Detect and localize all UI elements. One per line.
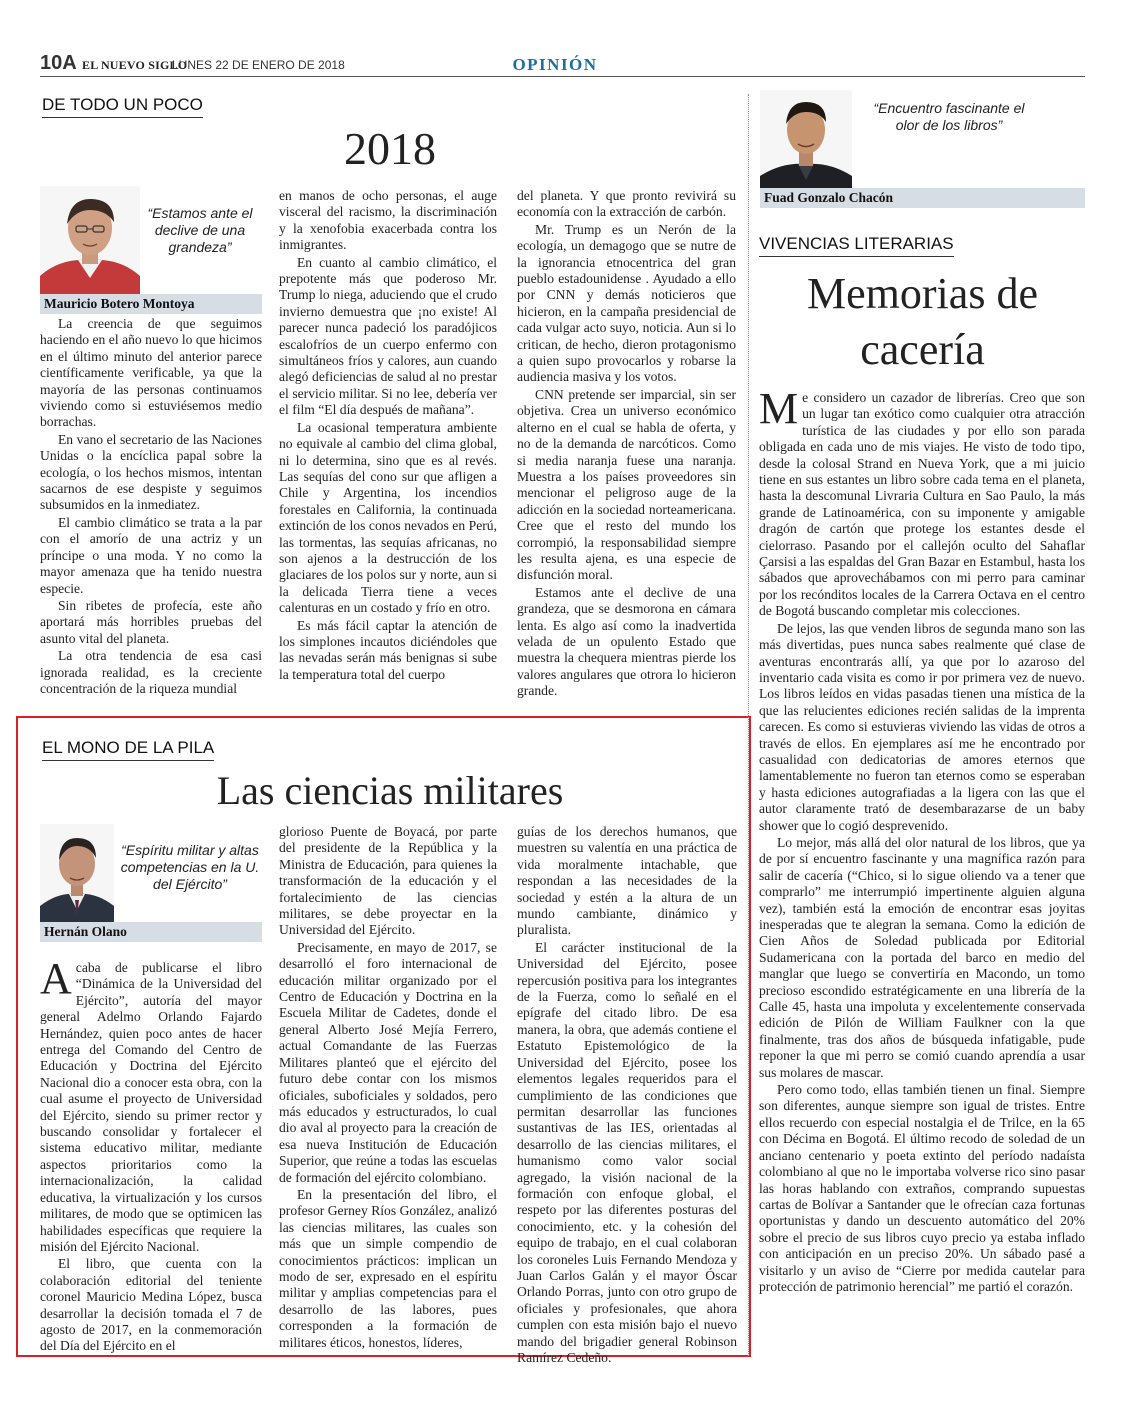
paragraph: en manos de ocho personas, el auge visceral del racismo, la discriminación y la xenofobia exacerbada contra los inmigrantes. bbox=[279, 188, 497, 253]
article2-column-2 bbox=[279, 824, 497, 1352]
paragraph: En vano el secretario de las Naciones Unidas o la encíclica papal sobre la ecología, o los hechos mismos, intentan sacarnos de ese despiste y seguimos subsumidos en la inmediatez. bbox=[40, 431, 262, 513]
headline-line: cacería bbox=[860, 325, 985, 374]
paragraph: Mr. Trump es un Nerón de la ecología, un demagogo que se nutre de la ignorancia etnocentrica del gran pueblo estadounidense . Ayudado a ello por CNN y demás noticieros que hicieron, en la campaña presidencial de cada vulgar acto suyo, noticia. Aun si lo critican, de hecho, dieron protagonismo a quien supo provocarlos y robarse la audiencia masiva y los votos. bbox=[517, 221, 736, 385]
article1-author: Mauricio Botero Montoya bbox=[40, 294, 262, 314]
page-number: 10A bbox=[40, 52, 77, 74]
column-divider bbox=[748, 94, 749, 1356]
issue-date: LUNES 22 DE ENERO DE 2018 bbox=[172, 58, 345, 72]
newspaper-name: EL NUEVO SIGLO bbox=[82, 58, 188, 72]
paragraph-text: caba de publicarse el libro “Dinámica de la Universidad del Ejército”, autoría del mayor general Adelmo Orlando Fajardo Hernández, quien poco antes de hacer entrega del Comando del Centro de Educación y Doctrina del Ejército Nacional dio a conocer esta obra, con la cual asume el proyecto de Universidad del Ejército, siendo su primer rector y buscando consolidar y fortalecer el sistema educativo militar, mediante aspectos prioritarios como la internacionalización, la calidad educativa, la virtualización y los cursos militares, de modo que se optimicen las habilidades específicas que requiere la misión del Ejército Nacional. bbox=[40, 960, 262, 1254]
article1-column-2 bbox=[279, 188, 497, 700]
article2-column-3 bbox=[517, 824, 737, 1365]
paragraph-text: e considero un cazador de librerías. Creo que son un lugar tan exótico como cualquier otra atracción turística de las ciudades y por ello son parada obligada en cada uno de mis viajes. He visto de todo tipo, desde la colosal Strand en Nueva York, que a mi juicio tiene en sus estantes un libro sobre cada tema en el planeta, hasta la descomunal Livraria Cultura en Sao Paulo, la más grande de Latinoamérica, con su imponente y amigable dragón de cartón que protege los estantes desde el cielorraso. Pasando por el callejón oculto del Sahaflar Çarsisi a las espaldas del Gran Bazar en Estambul, hasta los sábados que aprovechábamos con mi perro para caminar por los recónditos locales de la Carrera Octava en el centro de Bogotá buscando completar mis colecciones. bbox=[759, 390, 1085, 619]
header-rule bbox=[40, 76, 1085, 77]
article2-pull-quote: “Espíritu militar y altas competencias en la U. del Ejército” bbox=[120, 842, 260, 892]
paragraph: La otra tendencia de esa casi ignorada realidad, es la creciente concentración de la riqueza mundial bbox=[40, 648, 262, 696]
dropcap: A bbox=[40, 954, 72, 1003]
paragraph: Lo mejor, más allá del olor natural de los libros, que ya de por sí encuentro fascinante y una magnífica razón para salir de cacería (“Chico, si lo sigue oliendo va a tener que comprarlo” me interrumpió impertinente alguien alguna vez), también está la emoción de encontrar esas joyitas inesperadas que te alegran la semana. Como la edición de Cien Años de Soledad publicada por Editorial Sudamericana con la portada del barco en medio del manglar que luego se convertiría en Macondo, un tomo precioso escondido estratégicamente en una librería de la Calle 45, hasta una impoluta y excelentemente conservada edición de Pilón de William Faulkner con la que finalmente, tras dos años de búsqueda infatigable, pude reponer la que mi perro se comió cuando aprendía a usar sus molares de mascar. bbox=[759, 834, 1085, 1080]
article2-headline: Las ciencias militares bbox=[216, 768, 564, 813]
paragraph bbox=[759, 384, 1085, 620]
headline-line: Memorias de bbox=[807, 269, 1038, 318]
author-photo-fuad bbox=[760, 90, 852, 190]
paragraph: De lejos, las que venden libros de segunda mano son las más divertidas, pues nunca sabes realmente qué clase de aventuras encontrarás allí, ya que por lo azaroso del inventario cada visita es como ir por primera vez de nuevo. Los libros leídos en vidas pasadas tienen una mística de la que las relucientes ediciones recién salidas de la imprenta carecen. Es como si estuvieras viviendo las vidas de otros a través de ellos. En ejemplares así me he encontrado por casualidad con dedicatorias de amores eternos que lamentablemente no fueron tan eternos como se esperaban y hasta ediciones autografiadas a la ligera con las que el autor claramente trató de desembarazarse de un baby shower que lo cogió desprevenido. bbox=[759, 620, 1085, 833]
paragraph: En cuanto al cambio climático, el prepotente más que poderoso Mr. Trump lo niega, aduciendo que el crudo invierno demuestra que ¡no existe! Al parecer nunca padeció los paradójicos escalofríos de un cuerpo enfermo con simultáneos fríos y calores, aun cuando alegó deficiencias de salud al no prestar el servicio militar. Si no lee, debería ver el film “El día después de mañana”. bbox=[279, 254, 497, 418]
paragraph: El cambio climático se trata a la par con el amorío de una actriz y un príncipe o una moda. Y no como la mayor amenaza que ha tenido nuestra especie. bbox=[40, 514, 262, 596]
author-photo-mauricio bbox=[40, 186, 140, 294]
paragraph: guías de los derechos humanos, que muestren su valentía en una práctica de vida moralmente intachable, que respondan a las necesidades de la sociedad y estén a la altura de un mundo cambiante, dinámico y pluralista. bbox=[517, 824, 737, 938]
paragraph: glorioso Puente de Boyacá, por parte del presidente de la República y la Ministra de Educación, para quienes la transformación de la educación y el fortalecimiento de las ciencias militares, se debe proyectar en la Universidad del Ejército. bbox=[279, 824, 497, 938]
paragraph: CNN pretende ser imparcial, sin ser objetiva. Crea un universo económico alterno en el cual se habla de oferta, y no de la demanda de narcóticos. Como si media naranja fuese una naranja. Muestra a los países proveedores sin mencionar el peligroso auge de la adicción en la sociedad norteamericana. Cree que el resto del mundo los corrompió, la responsabilidad siempre les resulta ajena, es una especie de disfunción moral. bbox=[517, 386, 736, 583]
paragraph bbox=[40, 954, 262, 1255]
section-title: OPINIÓN bbox=[512, 55, 598, 74]
article2-kicker: EL MONO DE LA PILA bbox=[42, 738, 214, 761]
paragraph: Pero como todo, ellas también tienen un final. Siempre son diferentes, aunque siempre son igual de tristes. Entre ellos recuerdo con especial nostalgia el de Trilce, en la 65 con Décima en Bogotá. El último recodo de soledad de un anciano centenario y poeta extinto del período nadaísta colombiano al que no le importaba volverse rico sino pasar las horas hablando con extraños, comprando supuestas cartas de Bolívar a Santander que le ofrecían caza fortunas oportunistas y dando un descuento automático del 20% sobre el precio de sus libros cuyo precio ya estaba inflado con anticipación en un preciso 20%. Un sábado pasé a visitarlo y un aviso de “Cierre por medida cautelar para protección de patrimonio herencial” me partió el corazón. bbox=[759, 1082, 1085, 1294]
article3-headline bbox=[760, 266, 1085, 378]
article1-column-1 bbox=[40, 316, 262, 700]
paragraph: El carácter institucional de la Universidad del Ejército, posee repercusión positiva para los integrantes de la Fuerza, como lo señalé en el epígrafe del citado libro. De esa manera, la obra, que además contiene el Estatuto Epistemológico de la Universidad del Ejército, posee los elementos legales requeridos para el cumplimiento de las condiciones que permitan desarrollar las funciones sustantivas de las IES, orientadas al desarrollo de las ciencias militares, el humanismo como valor social agregado, la visión nacional de la formación con enfoque global, el respeto por las diferentes posturas del conocimiento, etc. y la cohesión del equipo de trabajo, en el cual colaboran los coroneles Luis Fernando Mendoza y Juan Carlos Galán y el mayor Óscar Orlando Porras, junto con otro grupo de oficiales y profesionales, que ahora cumplen con esta misión bajo el nuevo mando del brigadier general Robinson Ramírez Cedeño. bbox=[517, 939, 737, 1365]
article3-author: Fuad Gonzalo Chacón bbox=[760, 188, 1085, 208]
article3-pull-quote: “Encuentro fascinante el olor de los libros” bbox=[873, 100, 1025, 133]
author-photo-hernan bbox=[40, 824, 114, 922]
paragraph: Precisamente, en mayo de 2017, se desarrolló el foro internacional de educación militar organizado por el Centro de Educación y Doctrina en la Escuela Militar de Cadetes, donde el general Alberto José Mejía Ferrero, actual Comandante de las Fuerzas Militares planteó que el ejército del futuro debe contar con los mismos oficiales, suboficiales y soldados, pero más educados y estructurados, lo cual dio aval al proyecto para la creación de esa nueva Institución de Educación Superior, que reúne a todas las escuelas de formación del ejército colombiano. bbox=[279, 939, 497, 1185]
article1-pull-quote: “Estamos ante el declive de una grandeza” bbox=[147, 205, 253, 255]
dropcap: M bbox=[759, 384, 799, 433]
paragraph: Sin ribetes de profecía, este año aportará más horribles pruebas del asunto vital del planeta. bbox=[40, 597, 262, 646]
article3-column bbox=[759, 384, 1085, 1356]
article2-author: Hernán Olano bbox=[40, 922, 262, 942]
article1-kicker: DE TODO UN POCO bbox=[42, 95, 203, 118]
article3-kicker: VIVENCIAS LITERARIAS bbox=[759, 234, 954, 257]
article2-column-1 bbox=[40, 954, 262, 1354]
article1-column-3 bbox=[517, 188, 736, 700]
paragraph: Estamos ante el declive de una grandeza, que se desmorona en cámara lenta. Es algo así como la inadvertida velada de un opulento Estado que muestra la chequera mientras pierde los valores angulares que otrora lo hicieron grande. bbox=[517, 584, 736, 699]
article1-headline: 2018 bbox=[344, 123, 436, 174]
paragraph: del planeta. Y que pronto revivirá su economía con la extracción de carbón. bbox=[517, 188, 736, 220]
paragraph: La creencia de que seguimos haciendo en el año nuevo lo que hicimos en el último minuto del anterior parece científicamente verificable, ya que la mayoría de las personas continuamos viviendo como si estuviésemos medio borrachas. bbox=[40, 316, 262, 430]
paragraph: Es más fácil captar la atención de los simplones incautos diciéndoles que las nevadas serán más benignas si sube la temperatura total del cuerpo bbox=[279, 617, 497, 682]
paragraph: En la presentación del libro, el profesor Gerney Ríos González, analizó las ciencias militares, las cuales son más que un simple compendio de conocimientos prácticos: implican un modo de ser, expresado en el espíritu militar y amplias competencias para el desarrollo de las labores, pues corresponden a la formación de militares éticos, honestos, líderes, bbox=[279, 1186, 497, 1350]
paragraph: El libro, que cuenta con la colaboración editorial del teniente coronel Mauricio Medina López, busca desarrollar la decisión tomada el 7 de agosto de 2017, en la conmemoración del Día del Ejército en el bbox=[40, 1256, 262, 1354]
paragraph: La ocasional temperatura ambiente no equivale al cambio del clima global, ni lo determina, sino que es al revés. Las sequías del cono sur que afligen a Chile y Argentina, los incendios forestales en California, la continuada extinción de los conos nevados en Perú, las tormentas, las sequías africanas, no son ajenos a la destrucción de los glaciares de los polos sur y norte, aun si la delicada Tierra tiene a veces calenturas en un costado y frío en otro. bbox=[279, 419, 497, 616]
